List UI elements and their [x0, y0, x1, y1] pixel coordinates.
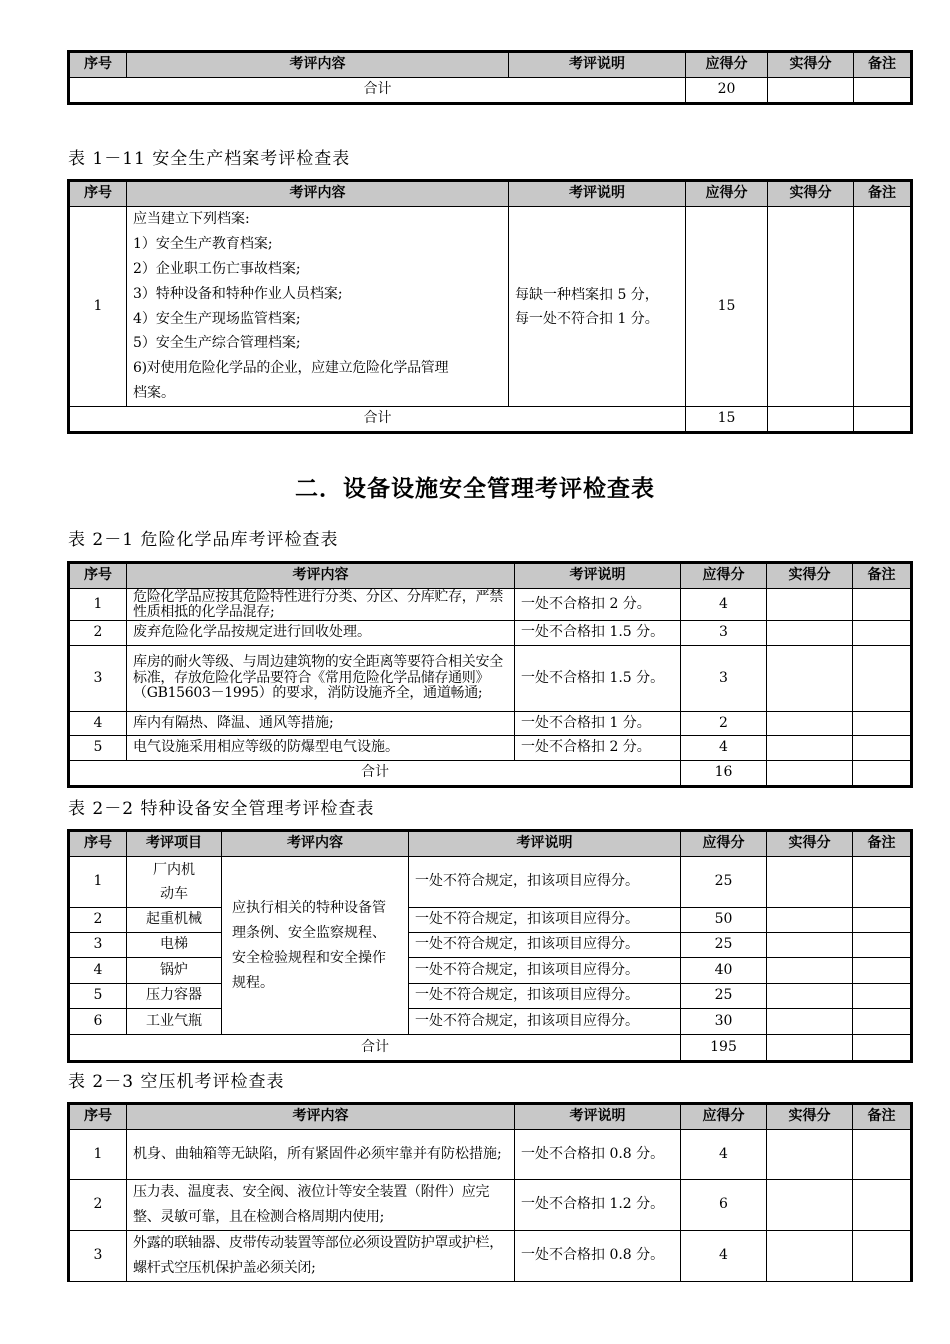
content-line: 5）安全生产综合管理档案;	[133, 335, 301, 352]
row-note	[853, 1180, 912, 1231]
header-desc: 考评说明	[509, 52, 686, 78]
row-desc: 一处不合格扣 2 分。	[515, 736, 681, 761]
header-desc: 考评说明	[515, 563, 681, 589]
header-content: 考评内容	[127, 1104, 515, 1130]
row-score: 25	[681, 857, 767, 908]
row-actual	[767, 958, 853, 984]
header-seq: 序号	[69, 1104, 127, 1130]
header-note: 备注	[854, 181, 912, 207]
table-row	[69, 736, 912, 761]
row-desc	[509, 207, 686, 407]
row-note	[853, 736, 912, 761]
row-score: 2	[681, 712, 767, 736]
row-note	[853, 1130, 912, 1180]
table-header	[69, 1104, 912, 1130]
row-note	[853, 908, 912, 933]
total-note	[854, 407, 912, 433]
header-item: 考评项目	[127, 831, 222, 857]
row-seq: 5	[69, 984, 127, 1009]
desc-line: 每缺一种档案扣 5 分，	[515, 286, 659, 303]
total-actual	[768, 407, 854, 433]
row-seq: 4	[69, 712, 127, 736]
row-item: 锅炉	[127, 958, 222, 984]
row-item: 压力容器	[127, 984, 222, 1009]
row-note	[853, 857, 912, 908]
total-label: 合计	[69, 407, 686, 433]
table-2-3	[67, 1102, 913, 1282]
row-desc: 一处不符合规定，扣该项目应得分。	[409, 857, 681, 908]
table-row	[69, 933, 912, 958]
row-content: 外露的联轴器、皮带传动装置等部位必须设置防护罩或护栏，螺杆式空压机保护盖必须关闭;	[127, 1231, 515, 1282]
total-note	[853, 761, 912, 787]
header-actual: 实得分	[768, 52, 854, 78]
row-item: 工业气瓶	[127, 1009, 222, 1035]
row-content: 库房的耐火等级、与周边建筑物的安全距离等要符合相关安全标准，存放危险化学品要符合《常用危险化学品储存通则》（GB15603－1995）的要求，消防设施齐全，通道畅通;	[127, 646, 515, 712]
total-row	[69, 407, 912, 433]
header-score: 应得分	[686, 52, 768, 78]
row-note	[853, 712, 912, 736]
row-score: 15	[686, 207, 768, 407]
total-score: 16	[681, 761, 767, 787]
header-content: 考评内容	[127, 52, 509, 78]
row-desc: 一处不合格扣 1 分。	[515, 712, 681, 736]
table-row	[69, 984, 912, 1009]
table-row	[69, 1231, 912, 1282]
table-header	[69, 52, 912, 78]
row-note	[853, 958, 912, 984]
header-desc: 考评说明	[515, 1104, 681, 1130]
row-score: 6	[681, 1180, 767, 1231]
table-row	[69, 1009, 912, 1035]
section-title: 二．设备设施安全管理考评检查表	[295, 476, 655, 502]
row-seq: 3	[69, 646, 127, 712]
table-2-2	[67, 829, 913, 1063]
table-header	[69, 831, 912, 857]
header-seq: 序号	[69, 831, 127, 857]
caption-table-2-3: 表 2－3 空压机考评检查表	[68, 1072, 285, 1092]
total-score: 15	[686, 407, 768, 433]
header-note: 备注	[853, 1104, 912, 1130]
table-row	[69, 712, 912, 736]
row-desc: 一处不符合规定，扣该项目应得分。	[409, 908, 681, 933]
row-note	[853, 933, 912, 958]
table-row	[69, 1130, 912, 1180]
table-1-11	[67, 179, 913, 434]
total-note	[854, 78, 912, 104]
total-label: 合计	[69, 761, 681, 787]
table-row	[69, 207, 912, 407]
total-row	[69, 761, 912, 787]
row-score: 25	[681, 933, 767, 958]
row-note	[853, 589, 912, 621]
row-seq: 4	[69, 958, 127, 984]
row-actual	[767, 1130, 853, 1180]
row-score: 4	[681, 1130, 767, 1180]
row-desc: 一处不符合规定，扣该项目应得分。	[409, 1009, 681, 1035]
row-score: 3	[681, 646, 767, 712]
row-note	[853, 984, 912, 1009]
total-note	[853, 1035, 912, 1062]
row-desc: 一处不合格扣 2 分。	[515, 589, 681, 621]
row-score: 30	[681, 1009, 767, 1035]
table-row	[69, 908, 912, 933]
row-item: 电梯	[127, 933, 222, 958]
row-actual	[767, 621, 853, 646]
row-score: 25	[681, 984, 767, 1009]
content-line: 1）安全生产教育档案;	[133, 236, 273, 253]
row-desc: 一处不合格扣 1.5 分。	[515, 646, 681, 712]
header-content: 考评内容	[127, 181, 509, 207]
header-actual: 实得分	[767, 1104, 853, 1130]
total-score: 20	[686, 78, 768, 104]
content-line: 3）特种设备和特种作业人员档案;	[133, 285, 343, 302]
row-content: 电气设施采用相应等级的防爆型电气设施。	[127, 736, 515, 761]
row-actual	[767, 736, 853, 761]
row-seq: 1	[69, 1130, 127, 1180]
total-row	[69, 1035, 912, 1062]
total-actual	[767, 1035, 853, 1062]
row-desc: 一处不合格扣 0.8 分。	[515, 1231, 681, 1282]
table-header	[69, 563, 912, 589]
row-note	[853, 1009, 912, 1035]
row-desc: 一处不合格扣 1.5 分。	[515, 621, 681, 646]
table-row	[69, 646, 912, 712]
row-content	[127, 207, 509, 407]
row-note	[853, 1231, 912, 1282]
caption-table-1-11: 表 1－11 安全生产档案考评检查表	[68, 149, 351, 169]
row-score: 4	[681, 1231, 767, 1282]
desc-line: 每一处不符合扣 1 分。	[515, 310, 659, 327]
content-line: 6)对使用危险化学品的企业，应建立危险化学品管理	[133, 360, 449, 377]
row-seq: 5	[69, 736, 127, 761]
row-actual	[767, 984, 853, 1009]
table-row	[69, 1180, 912, 1231]
total-row	[69, 78, 912, 104]
table-2-1	[67, 561, 913, 788]
row-score: 3	[681, 621, 767, 646]
row-content: 废弃危险化学品按规定进行回收处理。	[127, 621, 515, 646]
header-note: 备注	[853, 563, 912, 589]
header-seq: 序号	[69, 563, 127, 589]
row-content: 压力表、温度表、安全阀、液位计等安全装置（附件）应完整、灵敏可靠，且在检测合格周期内使用;	[127, 1180, 515, 1231]
content-line: 2）企业职工伤亡事故档案;	[133, 260, 301, 277]
row-actual	[767, 908, 853, 933]
row-actual	[767, 1180, 853, 1231]
total-label: 合计	[69, 78, 686, 104]
row-actual	[767, 712, 853, 736]
content-line: 4）安全生产现场监管档案;	[133, 310, 301, 327]
shared-content: 应执行相关的特种设备管理条例、安全监察规程、安全检验规程和安全操作规程。	[222, 857, 409, 1035]
row-desc: 一处不符合规定，扣该项目应得分。	[409, 984, 681, 1009]
table-row	[69, 589, 912, 621]
row-actual	[768, 207, 854, 407]
header-actual: 实得分	[767, 831, 853, 857]
row-seq: 2	[69, 621, 127, 646]
total-score: 195	[681, 1035, 767, 1062]
row-desc: 一处不合格扣 0.8 分。	[515, 1130, 681, 1180]
row-seq: 1	[69, 207, 127, 407]
row-seq: 1	[69, 857, 127, 908]
row-score: 40	[681, 958, 767, 984]
header-score: 应得分	[686, 181, 768, 207]
header-score: 应得分	[681, 563, 767, 589]
total-actual	[768, 78, 854, 104]
header-content: 考评内容	[222, 831, 409, 857]
row-note	[853, 621, 912, 646]
row-actual	[767, 1231, 853, 1282]
header-desc: 考评说明	[409, 831, 681, 857]
caption-table-2-2: 表 2－2 特种设备安全管理考评检查表	[68, 799, 375, 819]
row-score: 50	[681, 908, 767, 933]
row-seq: 1	[69, 589, 127, 621]
total-actual	[767, 761, 853, 787]
header-seq: 序号	[69, 52, 127, 78]
table-row	[69, 621, 912, 646]
row-actual	[767, 933, 853, 958]
header-content: 考评内容	[127, 563, 515, 589]
row-content: 库内有隔热、降温、通风等措施;	[127, 712, 515, 736]
total-label: 合计	[69, 1035, 681, 1062]
row-actual	[767, 646, 853, 712]
row-desc: 一处不符合规定，扣该项目应得分。	[409, 958, 681, 984]
row-actual	[767, 1009, 853, 1035]
row-item: 起重机械	[127, 908, 222, 933]
row-desc: 一处不合格扣 1.2 分。	[515, 1180, 681, 1231]
table-prev	[67, 50, 913, 105]
row-note	[853, 646, 912, 712]
header-actual: 实得分	[767, 563, 853, 589]
table-row	[69, 857, 912, 908]
table-row	[69, 958, 912, 984]
row-content: 危险化学品应按其危险特性进行分类、分区、分库贮存，严禁性质相抵的化学品混存;	[127, 589, 515, 621]
header-seq: 序号	[69, 181, 127, 207]
row-actual	[767, 857, 853, 908]
content-line: 应当建立下列档案:	[133, 211, 250, 228]
header-score: 应得分	[681, 1104, 767, 1130]
row-desc: 一处不符合规定，扣该项目应得分。	[409, 933, 681, 958]
table-header	[69, 181, 912, 207]
row-score: 4	[681, 736, 767, 761]
header-actual: 实得分	[768, 181, 854, 207]
row-seq: 3	[69, 933, 127, 958]
header-note: 备注	[854, 52, 912, 78]
row-note	[854, 207, 912, 407]
header-score: 应得分	[681, 831, 767, 857]
caption-table-2-1: 表 2－1 危险化学品库考评检查表	[68, 530, 339, 550]
row-seq: 2	[69, 908, 127, 933]
row-seq: 2	[69, 1180, 127, 1231]
header-note: 备注	[853, 831, 912, 857]
header-desc: 考评说明	[509, 181, 686, 207]
row-content: 机身、曲轴箱等无缺陷，所有紧固件必须牢靠并有防松措施;	[127, 1130, 515, 1180]
row-score: 4	[681, 589, 767, 621]
content-line: 档案。	[133, 384, 175, 401]
row-seq: 6	[69, 1009, 127, 1035]
row-actual	[767, 589, 853, 621]
row-item: 厂内机动车	[127, 857, 222, 908]
row-seq: 3	[69, 1231, 127, 1282]
